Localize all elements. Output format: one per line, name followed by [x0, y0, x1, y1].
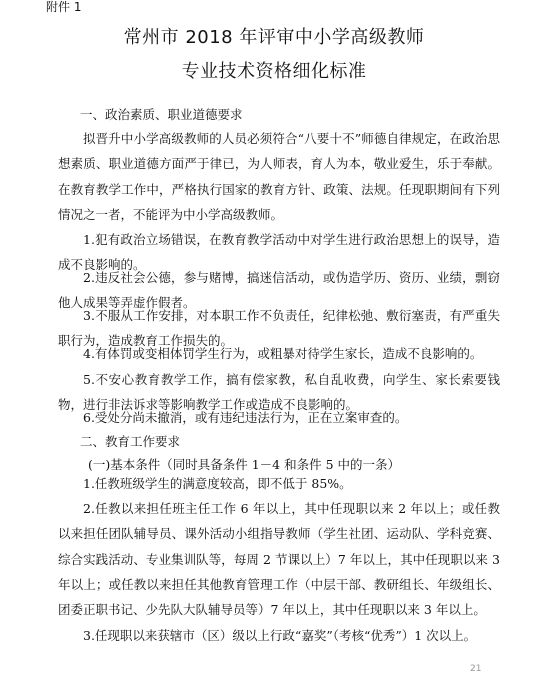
section2-item-2: 2.任教以来担任班主任工作 6 年以上，其中任现职以来 2 年以上；或任教以来担任团队辅导员、课外活动小组指导教师（学生社团、运动队、学科竞赛、综合实践活动、专业集训队等，每周 2 节课以上）7 年以上，其中任现职以来 3 年以上；或任教以来担任其他教育管理工作（中层干部、教研组长、年级组长、团委正职书记、少先队大队辅导员等）7 年以上，其中任现职以来 3 年以上。 [58, 501, 500, 618]
section1-intro: 拟晋升中小学高级教师的人员必须符合“八要十不”师德自律规定，在政治思想素质、职业道德方面严于律已，为人师表，育人为本，敬业爱生，乐于奉献。在教育教学工作中，严格执行国家的教育方针、政策、法规。任现职期间有下列情况之一者，不能评为中小学高级教师。 [58, 131, 500, 222]
page-number: 21 [470, 664, 482, 674]
section2-heading: 二、教育工作要求 [80, 434, 181, 449]
section2-subheading: (一)基本条件（同时具备条件 1－4 和条件 5 中的一条） [88, 457, 401, 472]
document-title-line1: 常州市 2018 年评审中小学高级教师 [123, 27, 425, 48]
section1-item-3: 3.不服从工作安排，对本职工作不负责任，纪律松弛、敷衍塞责，有严重失职行为，造成教育工作损失的。 [58, 308, 500, 349]
section1-item-4: 4.有体罚或变相体罚学生行为，或粗暴对待学生家长，造成不良影响的。 [83, 346, 483, 361]
section2-item-1: 1.任教班级学生的满意度较高，即不低于 85%。 [83, 476, 352, 491]
section1-heading: 一、政治素质、职业道德要求 [80, 107, 243, 122]
section1-item-1: 1.犯有政治立场错误，在教育教学活动中对学生进行政治思想上的误导，造成不良影响的。 [58, 232, 500, 273]
section1-item-2: 2.违反社会公德，参与赌博，搞迷信活动，或伪造学历、资历、业绩，剽窃他人成果等弄虚作假者。 [58, 270, 500, 311]
section1-item-5: 5.不安心教育教学工作，搞有偿家教，私自乱收费，向学生、家长索要钱物，进行非法诉求等影响教学工作或造成不良影响的。 [58, 372, 500, 413]
section2-item-3: 3.任现职以来获辖市（区）级以上行政“嘉奖”（考核“优秀”）1 次以上。 [83, 628, 477, 643]
attachment-label: 附件 1 [46, 0, 82, 14]
section1-item-6: 6.受处分尚未撤消，或有违纪违法行为，正在立案审查的。 [83, 410, 408, 425]
document-title-line2: 专业技术资格细化标准 [181, 61, 367, 82]
